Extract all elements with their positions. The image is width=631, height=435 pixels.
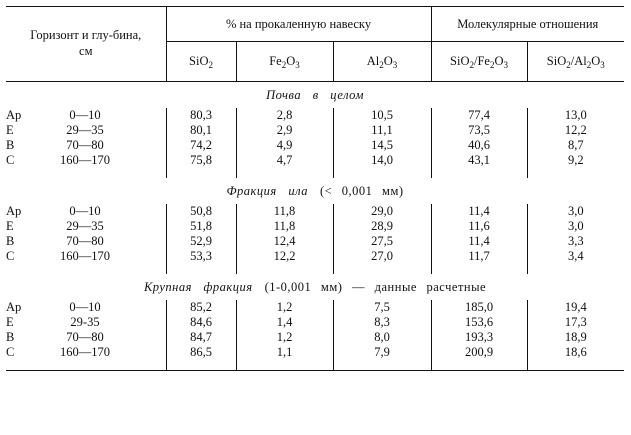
horizon-cell (6, 300, 166, 315)
cell-sio2-al2o3: 3,0 (567, 219, 584, 233)
horizon-cell (6, 330, 166, 345)
horizon-code: E (6, 219, 14, 233)
cell-sio2: 86,5 (166, 345, 236, 360)
row-spacer (6, 168, 624, 178)
table-row (6, 249, 624, 264)
cell-sio2-al2o3: 3,4 (567, 249, 584, 263)
horizon-cell (6, 123, 166, 138)
spacer-cell (431, 264, 527, 274)
section-title (6, 274, 624, 300)
horizon-depth: 70—80 (66, 234, 104, 248)
cell-sio2: 74,2 (166, 138, 236, 153)
table-row (6, 138, 624, 153)
spacer-cell (6, 168, 166, 178)
section-title-row (6, 178, 624, 204)
cell-al2o3: 10,5 (333, 108, 431, 123)
cell-al2o3: 27,0 (333, 249, 431, 264)
cell-sio2: 53,3 (166, 249, 236, 264)
horizon-cell (6, 204, 166, 219)
header-sio2-al2o3: $SiO_2/Al_2O_3$ (527, 42, 624, 82)
section-title-row (6, 274, 624, 300)
cell-sio2-al2o3: 9,2 (567, 153, 584, 167)
spacer-cell (236, 168, 333, 178)
cell-sio2: 52,9 (166, 234, 236, 249)
spacer-cell (236, 264, 333, 274)
horizon-depth: 160—170 (60, 345, 110, 359)
cell-fe2o3: 4,7 (236, 153, 333, 168)
row-spacer (6, 360, 624, 371)
header-sio2: SiO$_2$ (166, 42, 236, 82)
cell-sio2-al2o3: 3,3 (567, 234, 584, 248)
table-row (6, 330, 624, 345)
spacer-cell (6, 360, 166, 371)
horizon-code: B (6, 234, 15, 248)
horizon-cell (6, 234, 166, 249)
spacer-cell (527, 168, 624, 178)
cell-sio2-fe2o3: 11,7 (431, 249, 527, 264)
spacer-cell (333, 168, 431, 178)
cell-sio2: 80,3 (166, 108, 236, 123)
table-row (6, 123, 624, 138)
horizon-code: E (6, 123, 14, 137)
cell-sio2-al2o3: 13,0 (564, 108, 587, 122)
cell-fe2o3: 12,2 (236, 249, 333, 264)
section-title-text: Крупная фракция (143, 279, 253, 294)
cell-sio2-fe2o3: 200,9 (431, 345, 527, 360)
horizon-depth: 29—35 (66, 219, 104, 233)
header-molecular-group: Молекулярные отношения (431, 7, 624, 42)
spacer-cell (431, 360, 527, 371)
horizon-code: Ap (6, 108, 22, 122)
header-horizon-label: Горизонт и глу-бина, см (30, 28, 142, 58)
cell-sio2-al2o3: 18,9 (564, 330, 587, 344)
horizon-code: E (6, 315, 14, 329)
soil-composition-table (6, 6, 624, 371)
cell-fe2o3: 1,1 (236, 345, 333, 360)
cell-al2o3: 7,9 (333, 345, 431, 360)
cell-sio2-al2o3: 19,4 (564, 300, 587, 314)
horizon-depth: 0—10 (69, 300, 101, 314)
section-title (6, 82, 624, 109)
cell-sio2-fe2o3: 43,1 (431, 153, 527, 168)
cell-fe2o3: 1,2 (236, 330, 333, 345)
cell-al2o3: 28,9 (333, 219, 431, 234)
cell-fe2o3: 11,8 (236, 219, 333, 234)
spacer-cell (166, 168, 236, 178)
spacer-cell (333, 264, 431, 274)
cell-sio2-fe2o3: 77,4 (431, 108, 527, 123)
cell-sio2-fe2o3: 40,6 (431, 138, 527, 153)
cell-sio2-al2o3: 12,2 (564, 123, 587, 137)
header-al2o3: $Al_2O_3$ (333, 42, 431, 82)
horizon-code: Ap (6, 204, 22, 218)
cell-al2o3: 27,5 (333, 234, 431, 249)
cell-sio2: 84,6 (166, 315, 236, 330)
horizon-cell (6, 345, 166, 360)
horizon-depth: 0—10 (69, 108, 101, 122)
header-fe2o3: $Fe_2O_3$ (236, 42, 333, 82)
spacer-cell (527, 264, 624, 274)
cell-fe2o3: 11,8 (236, 204, 333, 219)
table-row (6, 315, 624, 330)
cell-sio2-al2o3: 17,3 (564, 315, 587, 329)
cell-al2o3: 14,5 (333, 138, 431, 153)
cell-sio2: 51,8 (166, 219, 236, 234)
horizon-depth: 29—35 (66, 123, 104, 137)
spacer-cell (431, 168, 527, 178)
cell-sio2-fe2o3: 11,6 (431, 219, 527, 234)
cell-al2o3: 8,0 (333, 330, 431, 345)
spacer-cell (6, 264, 166, 274)
table-row (6, 234, 624, 249)
horizon-cell (6, 138, 166, 153)
row-spacer (6, 264, 624, 274)
horizon-cell (6, 315, 166, 330)
cell-al2o3: 7,5 (333, 300, 431, 315)
cell-sio2-fe2o3: 185,0 (431, 300, 527, 315)
section-title-extra: (1-0,001 мм) — данные расчетные (264, 279, 487, 294)
horizon-depth: 29-35 (70, 315, 100, 329)
horizon-code: C (6, 249, 15, 263)
spacer-cell (166, 264, 236, 274)
horizon-depth: 160—170 (60, 249, 110, 263)
section-title-text: Фракция ила (226, 183, 308, 198)
header-percent-group: % на прокаленную навеску (166, 7, 431, 42)
cell-sio2: 50,8 (166, 204, 236, 219)
cell-sio2-fe2o3: 11,4 (431, 204, 527, 219)
cell-sio2: 75,8 (166, 153, 236, 168)
spacer-cell (333, 360, 431, 371)
horizon-depth: 0—10 (69, 204, 101, 218)
table-row (6, 153, 624, 168)
horizon-code: C (6, 153, 15, 167)
table-row (6, 345, 624, 360)
cell-sio2-fe2o3: 11,4 (431, 234, 527, 249)
horizon-depth: 160—170 (60, 153, 110, 167)
cell-fe2o3: 1,2 (236, 300, 333, 315)
cell-al2o3: 11,1 (333, 123, 431, 138)
horizon-depth: 70—80 (66, 330, 104, 344)
section-title (6, 178, 624, 204)
spacer-cell (527, 360, 624, 371)
cell-sio2-al2o3: 3,0 (567, 204, 584, 218)
table-row (6, 204, 624, 219)
section-title-row (6, 82, 624, 109)
header-sio2-fe2o3: $SiO_2/Fe_2O_3$ (431, 42, 527, 82)
table-body (6, 82, 624, 371)
cell-al2o3: 29,0 (333, 204, 431, 219)
horizon-cell (6, 108, 166, 123)
cell-sio2-fe2o3: 73,5 (431, 123, 527, 138)
spacer-cell (236, 360, 333, 371)
horizon-cell (6, 153, 166, 168)
horizon-code: C (6, 345, 15, 359)
horizon-cell (6, 219, 166, 234)
cell-al2o3: 14,0 (333, 153, 431, 168)
table-row (6, 300, 624, 315)
cell-sio2-al2o3: 18,6 (564, 345, 587, 359)
cell-sio2: 85,2 (166, 300, 236, 315)
cell-fe2o3: 2,9 (236, 123, 333, 138)
cell-fe2o3: 1,4 (236, 315, 333, 330)
horizon-depth: 70—80 (66, 138, 104, 152)
cell-sio2: 80,1 (166, 123, 236, 138)
section-title-extra: (< 0,001 мм) (319, 183, 404, 198)
cell-sio2: 84,7 (166, 330, 236, 345)
cell-fe2o3: 12,4 (236, 234, 333, 249)
horizon-cell (6, 249, 166, 264)
header-horizon-depth (6, 7, 166, 82)
table-row (6, 108, 624, 123)
horizon-code: B (6, 138, 15, 152)
cell-sio2-fe2o3: 153,6 (431, 315, 527, 330)
cell-sio2-fe2o3: 193,3 (431, 330, 527, 345)
table-row (6, 219, 624, 234)
section-title-text: Почва в целом (266, 87, 364, 102)
cell-sio2-al2o3: 8,7 (567, 138, 584, 152)
cell-al2o3: 8,3 (333, 315, 431, 330)
horizon-code: Ap (6, 300, 22, 314)
spacer-cell (166, 360, 236, 371)
cell-fe2o3: 4,9 (236, 138, 333, 153)
horizon-code: B (6, 330, 15, 344)
cell-fe2o3: 2,8 (236, 108, 333, 123)
